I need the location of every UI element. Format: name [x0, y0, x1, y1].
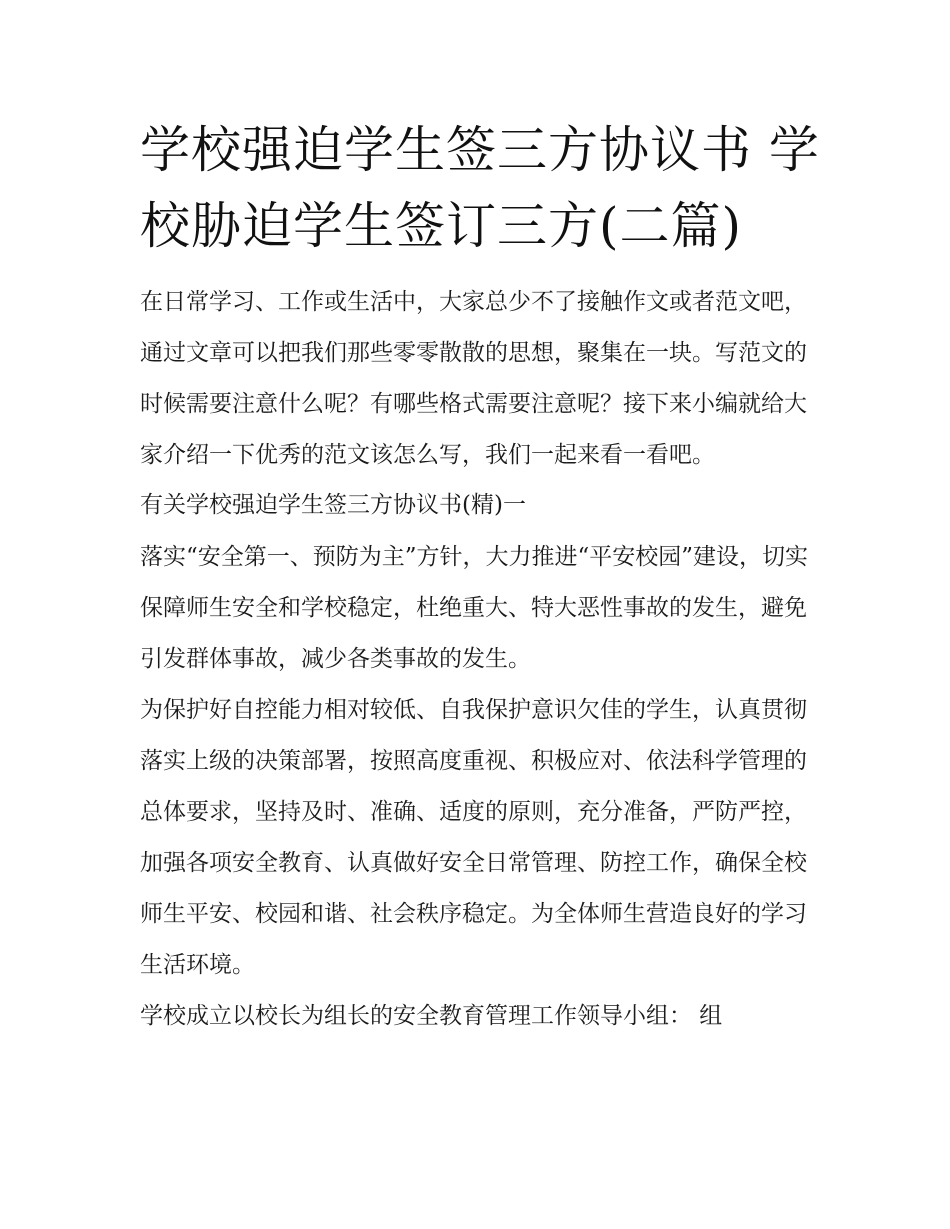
document-title: 学校强迫学生签三方协议书 学校胁迫学生签订三方(二篇)	[140, 121, 820, 255]
section-heading: 有关学校强迫学生签三方协议书(精)一	[140, 492, 526, 518]
body-paragraph: 为保护好自控能力相对较低、自我保护意识欠佳的学生，认真贯彻落实上级的决策部署，按照高度重视、积极应对、依法科学管理的总体要求，坚持及时、准确、适度的原则，充分准备，严防严控，加强各项安全教育、认真做好安全日常管理、防控工作，确保全校师生平安、校园和谐、社会秩序稳定。为全体师生营造良好的学习生活环境。	[140, 697, 807, 978]
intro-paragraph: 在日常学习、工作或生活中，大家总少不了接触作文或者范文吧，通过文章可以把我们那些零零散散的思想，聚集在一块。写范文的时候需要注意什么呢？有哪些格式需要注意呢？接下来小编就给大家介绍一下优秀的范文该怎么写，我们一起来看一看吧。	[140, 289, 807, 468]
body-paragraph: 学校成立以校长为组长的安全教育管理工作领导小组： 组	[140, 1003, 723, 1029]
document-body	[140, 277, 815, 1042]
body-paragraph: 落实“安全第一、预防为主”方针，大力推进“平安校园”建设，切实保障师生安全和学校稳定，杜绝重大、特大恶性事故的发生，避免引发群体事故，减少各类事故的发生。	[140, 544, 809, 672]
